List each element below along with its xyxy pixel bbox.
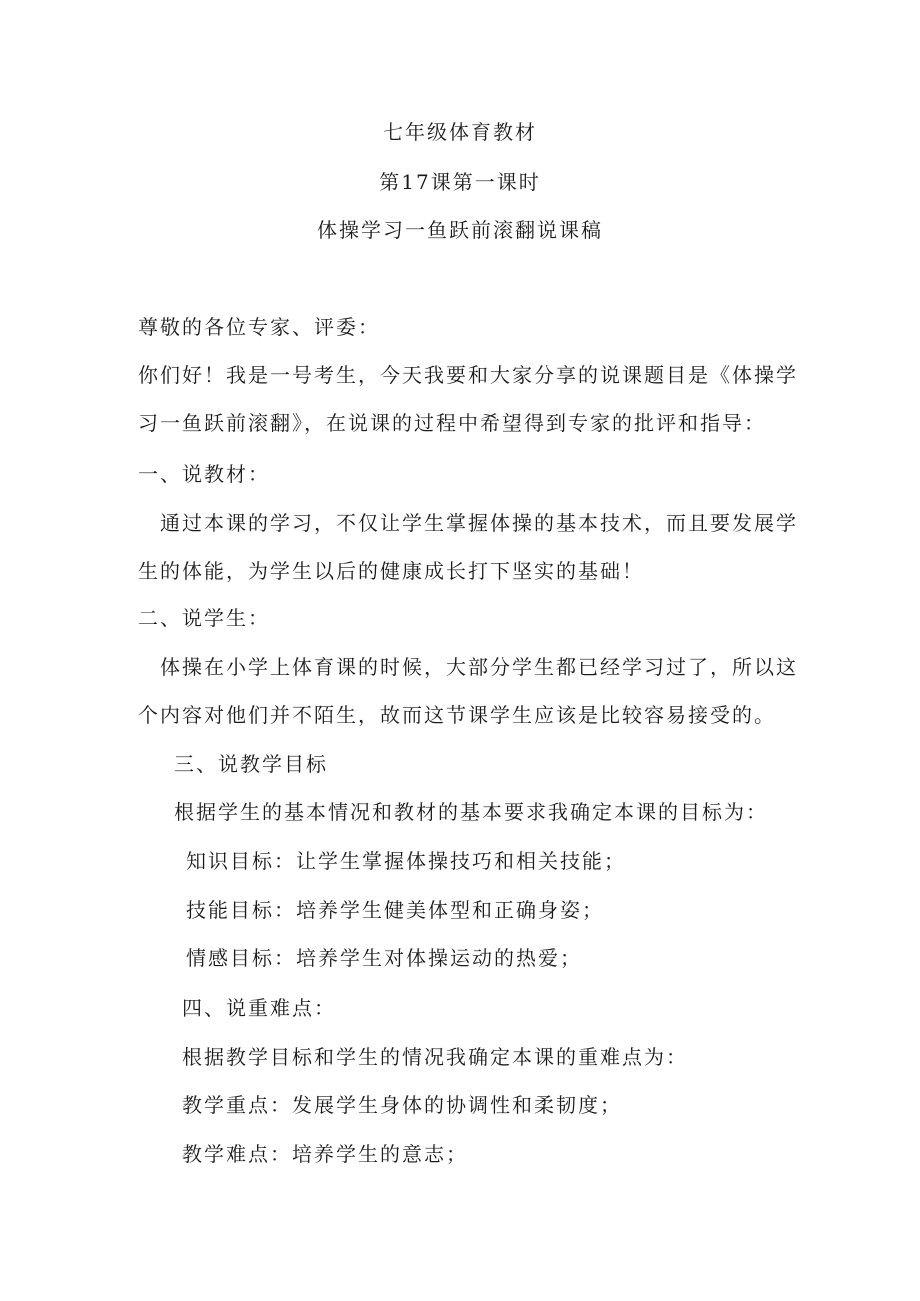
section-heading: 四、说重难点： (182, 996, 336, 1020)
salutation: 尊敬的各位专家、评委： (138, 315, 380, 339)
paragraph-line: 生的体能，为学生以后的健康成长打下坚实的基础！ (138, 559, 644, 583)
lesson-topic: 体操学习一鱼跃前滚翻说课稿 (317, 218, 603, 242)
goal-item: 情感目标：培养学生对体操运动的热爱； (186, 946, 582, 970)
lesson-number: 第17课第一课时 (379, 170, 541, 194)
paragraph-line: 通过本课的学习，不仅让学生掌握体操的基本技术，而且要发展学 (160, 511, 798, 535)
key-point-item: 教学重点：发展学生身体的协调性和柔韧度； (182, 1093, 622, 1117)
paragraph-line: 个内容对他们并不陌生，故而这节课学生应该是比较容易接受的。 (138, 703, 776, 727)
goal-item: 技能目标：培养学生健美体型和正确身姿； (186, 898, 604, 922)
section-heading: 一、说教材： (138, 462, 270, 486)
paragraph-line: 根据学生的基本情况和教材的基本要求我确定本课的目标为： (174, 800, 768, 824)
section-heading: 三、说教学目标 (174, 752, 328, 776)
intro-paragraph-line: 你们好！我是一号考生，今天我要和大家分享的说课题目是《体操学 (138, 363, 798, 387)
section-heading: 二、说学生： (138, 606, 270, 630)
goal-item: 知识目标：让学生掌握体操技巧和相关技能； (186, 849, 626, 873)
document-title: 七年级体育教材 (383, 120, 537, 144)
paragraph-line: 体操在小学上体育课的时候，大部分学生都已经学习过了，所以这 (160, 655, 798, 679)
intro-paragraph-line: 习一鱼跃前滚翻》，在说课的过程中希望得到专家的批评和指导： (138, 411, 766, 435)
paragraph-line: 根据教学目标和学生的情况我确定本课的重难点为： (182, 1045, 688, 1069)
difficult-point-item: 教学难点：培养学生的意志； (182, 1142, 468, 1166)
